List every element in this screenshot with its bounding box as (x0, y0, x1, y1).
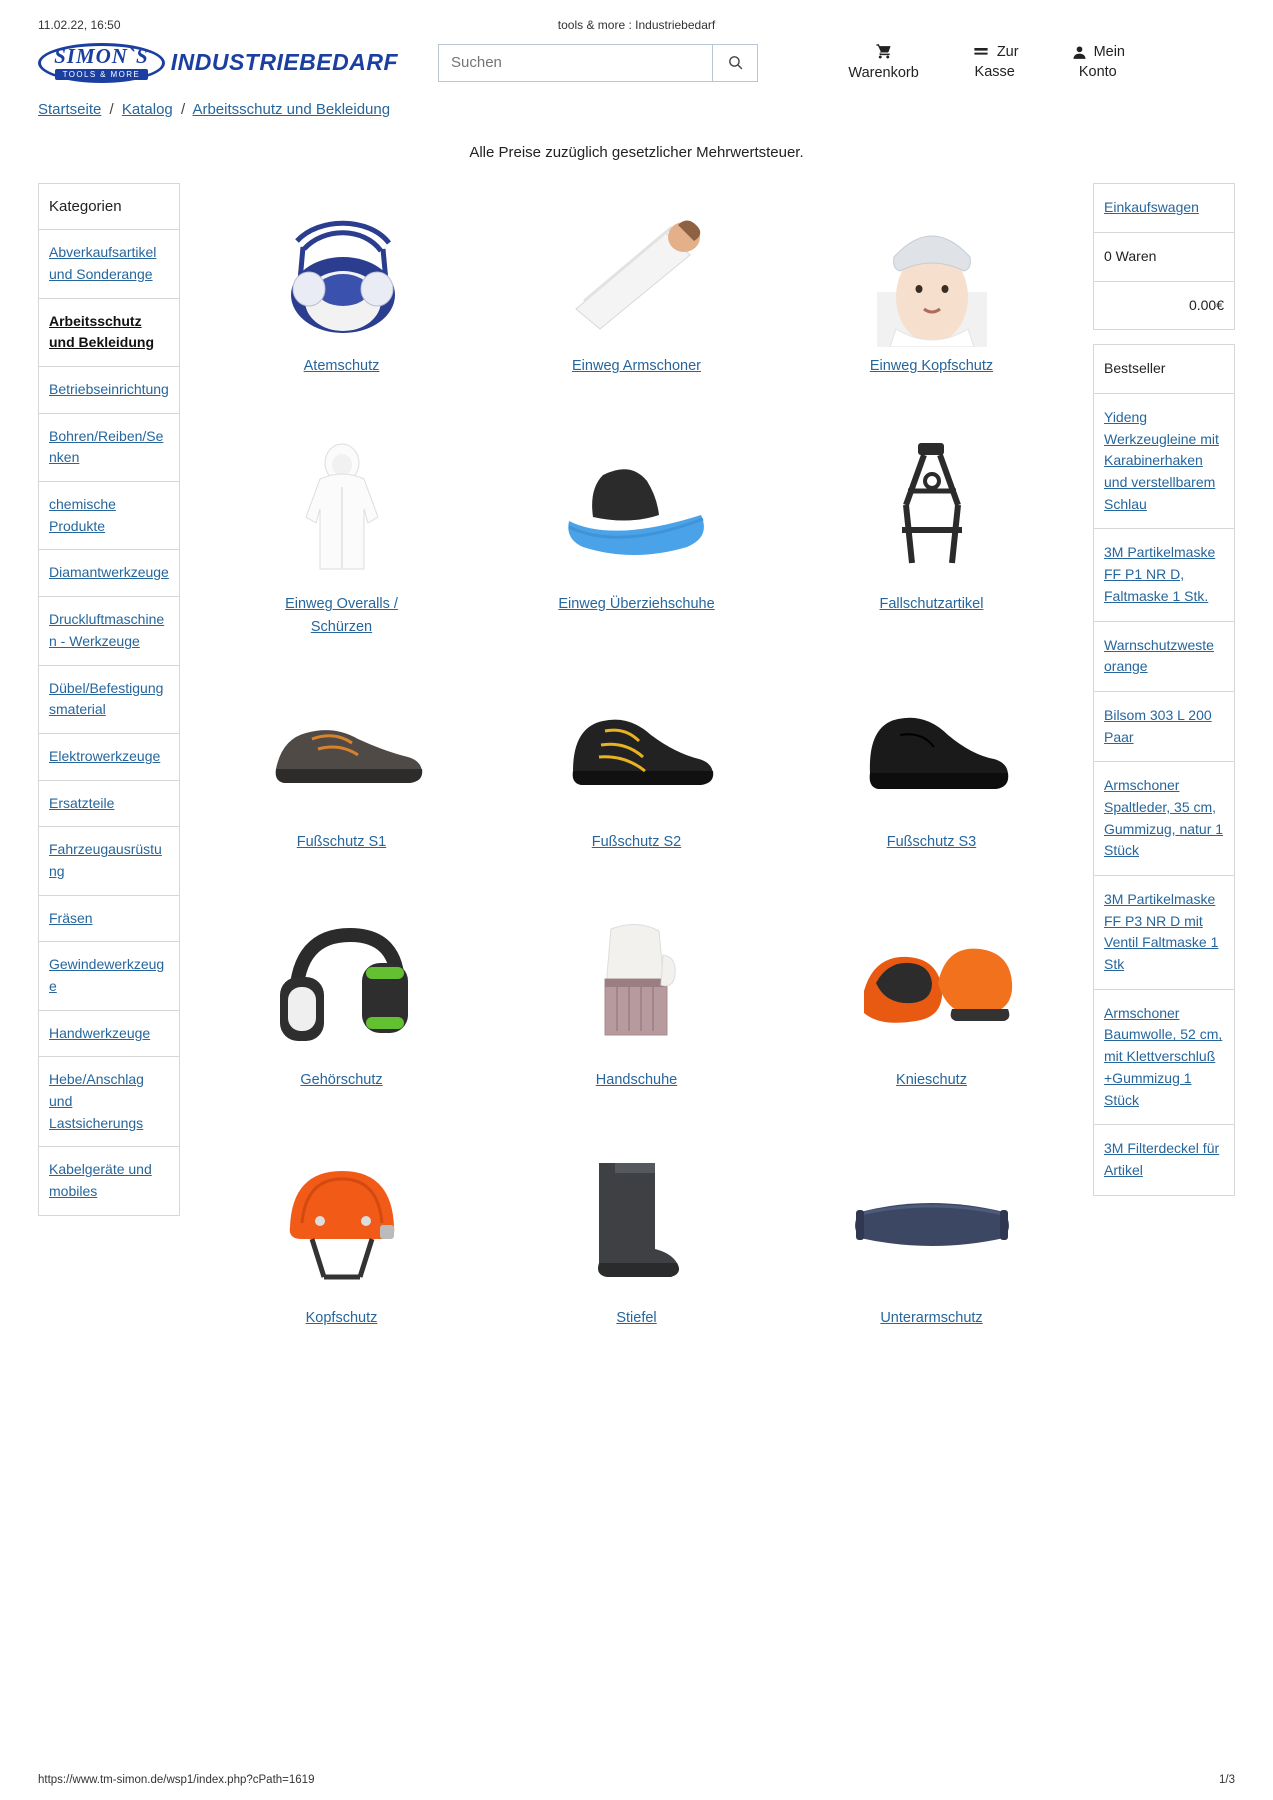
bestseller-item-5[interactable]: 3M Partikelmaske FF P3 NR D mit Ventil Faltmaske 1 Stk (1094, 876, 1234, 990)
sidebar-item-6[interactable]: Druckluftmaschinen - Werkzeuge (39, 597, 179, 665)
cart-panel-title[interactable]: Einkaufswagen (1094, 184, 1234, 233)
safety-helmet-image (262, 1149, 422, 1299)
disposable-sleeve-image (554, 197, 719, 347)
sidebar-item-4[interactable]: chemische Produkte (39, 482, 179, 550)
categories-panel (38, 183, 180, 1216)
product-card-stiefel[interactable] (489, 1143, 784, 1375)
print-footer (0, 1766, 1273, 1800)
product-label[interactable]: Fußschutz S3 (886, 834, 977, 851)
cart-total: 0.00€ (1188, 296, 1224, 313)
print-title: tools & more : Industriebedarf (557, 18, 716, 32)
product-label[interactable]: Fußschutz S2 (591, 834, 682, 851)
product-label[interactable]: Einweg Kopfschutz (869, 358, 994, 375)
fall-protection-harness-image (872, 435, 992, 585)
bestseller-item-1[interactable]: 3M Partikelmaske FF P1 NR D, Faltmaske 1 Stk. (1094, 529, 1234, 621)
knee-pads-image (842, 911, 1022, 1061)
logo-badge (38, 43, 165, 83)
bestseller-item-0[interactable]: Yideng Werkzeugleine mit Karabinerhaken und verstellbarem Schlau (1094, 394, 1234, 529)
search-icon (727, 54, 744, 71)
sidebar-item-2[interactable]: Betriebseinrichtung (39, 367, 179, 414)
sidebar-item-10[interactable]: Fahrzeugausrüstung (39, 827, 179, 895)
sidebar-item-3[interactable]: Bohren/Reiben/Senken (39, 414, 179, 482)
product-label[interactable]: Handschuhe (595, 1072, 678, 1089)
product-label[interactable]: Fußschutz S1 (296, 834, 387, 851)
sidebar (38, 183, 180, 1216)
breadcrumb-item-catalog[interactable]: Katalog (121, 101, 173, 119)
product-label[interactable]: Einweg Überziehschuhe (558, 596, 715, 613)
site-logo[interactable] (38, 43, 398, 83)
checkout-button[interactable] (971, 42, 1019, 83)
product-card-knieschutz[interactable] (784, 905, 1079, 1137)
sidebar-item-0[interactable]: Abverkaufsartikel und Sonderange (39, 230, 179, 298)
respirator-mask-image (259, 197, 424, 347)
sidebar-item-8[interactable]: Elektrowerkzeuge (39, 734, 179, 781)
cart-label: Warenkorb (848, 65, 919, 81)
product-card-einweg-kopfschutz[interactable] (784, 191, 1079, 423)
breadcrumb-separator-2: / (180, 101, 186, 119)
safety-boot-s3-image (842, 673, 1022, 823)
rubber-boots-image (567, 1149, 707, 1299)
bestseller-item-6[interactable]: Armschoner Baumwolle, 52 cm, mit Klettverschluß +Gummizug 1 Stück (1094, 990, 1234, 1125)
bestseller-item-4[interactable]: Armschoner Spaltleder, 35 cm, Gummizug, natur 1 Stück (1094, 762, 1234, 876)
product-label[interactable]: Unterarmschutz (880, 1310, 983, 1327)
disposable-overshoe-image (547, 435, 727, 585)
sidebar-item-12[interactable]: Gewindewerkzeuge (39, 942, 179, 1010)
product-card-gehoerschutz[interactable] (194, 905, 489, 1137)
product-card-fallschutzartikel[interactable] (784, 429, 1079, 661)
product-card-einweg-ueberziehschuhe[interactable] (489, 429, 784, 661)
search-button[interactable] (712, 44, 758, 82)
sidebar-item-5[interactable]: Diamantwerkzeuge (39, 550, 179, 597)
print-datetime: 11.02.22, 16:50 (38, 18, 121, 32)
product-label[interactable]: Knieschutz (896, 1072, 967, 1089)
bestseller-item-7[interactable]: 3M Filterdeckel für Artikel (1104, 1140, 1220, 1178)
account-button[interactable] (1071, 42, 1125, 83)
product-label[interactable]: Fallschutzartikel (879, 596, 984, 613)
footer-page-number: 1/3 (1219, 1774, 1235, 1786)
sidebar-item-11[interactable]: Fräsen (39, 896, 179, 943)
header-actions (848, 42, 1235, 83)
cart-panel (1093, 183, 1235, 330)
product-label[interactable]: Atemschutz (303, 358, 380, 375)
breadcrumb-separator-1: / (109, 101, 114, 119)
safety-shoe-s1-image (252, 673, 432, 823)
bestseller-item-3[interactable]: Bilsom 303 L 200 Paar (1094, 692, 1234, 762)
cart-button[interactable] (848, 42, 918, 83)
footer-url: https://www.tm-simon.de/wsp1/index.php?cPath=1619 (38, 1774, 315, 1786)
product-label[interactable]: Kopfschutz (305, 1310, 378, 1327)
sidebar-item-15[interactable]: Kabelgeräte und mobiles (49, 1161, 152, 1200)
bestseller-title: Bestseller (1094, 345, 1234, 394)
product-card-atemschutz[interactable] (194, 191, 489, 423)
bestseller-item-2[interactable]: Warnschutzweste orange (1094, 622, 1234, 692)
checkout-label-line2: Kasse (974, 64, 1015, 81)
user-icon (1071, 44, 1088, 61)
product-card-handschuhe[interactable] (489, 905, 784, 1137)
right-column (1093, 183, 1235, 1195)
product-label[interactable]: Gehörschutz (300, 1072, 383, 1089)
product-label[interactable]: Stiefel (616, 1310, 657, 1327)
sidebar-item-1[interactable]: Arbeitsschutz und Bekleidung (39, 299, 179, 367)
print-header (0, 0, 1273, 32)
sidebar-item-9[interactable]: Ersatzteile (39, 781, 179, 828)
logo-brand-line2: TOOLS & MORE (55, 69, 149, 80)
cart-icon (848, 42, 918, 60)
account-label-line2: Konto (1078, 64, 1117, 81)
product-grid (180, 191, 1093, 1375)
product-card-fussschutz-s1[interactable] (194, 667, 489, 899)
product-card-unterarmschutz[interactable] (784, 1143, 1079, 1375)
safety-shoe-s2-image (547, 673, 727, 823)
product-label[interactable]: Einweg Overalls / Schürzen (285, 596, 398, 636)
disposable-hair-cap-image (852, 197, 1012, 347)
product-label[interactable]: Einweg Armschoner (572, 358, 701, 375)
product-card-einweg-overalls[interactable] (194, 429, 489, 661)
product-card-kopfschutz[interactable] (194, 1143, 489, 1375)
search-input[interactable] (438, 44, 712, 82)
sidebar-item-7[interactable]: Dübel/Befestigungsmaterial (39, 666, 179, 734)
sidebar-item-13[interactable]: Handwerkzeuge (39, 1011, 179, 1058)
work-glove-image (567, 911, 707, 1061)
breadcrumb-item-current[interactable]: Arbeitsschutz und Bekleidung (192, 101, 391, 119)
breadcrumb-item-home[interactable]: Startseite (38, 101, 102, 119)
logo-brand-line1: SIMON`S (54, 43, 149, 68)
logo-brand-word: INDUSTRIEBEDARF (170, 49, 398, 76)
disposable-coverall-image (262, 435, 422, 585)
cart-item-count: 0 Waren (1094, 233, 1234, 282)
tax-note: Alle Preise zuzüglich gesetzlicher Mehrwertsteuer. (469, 144, 804, 162)
categories-title: Kategorien (39, 184, 179, 230)
forearm-protector-image (842, 1149, 1022, 1299)
main-layout (0, 183, 1273, 1415)
bestseller-panel (1093, 344, 1235, 1195)
breadcrumb (0, 89, 1273, 118)
account-label-line1: Mein (1093, 44, 1125, 60)
checkout-label-line1: Zur (996, 44, 1019, 60)
search-bar[interactable] (438, 44, 758, 82)
checkout-icon (971, 44, 991, 60)
site-header (0, 32, 1273, 89)
product-card-fussschutz-s2[interactable] (489, 667, 784, 899)
ear-defenders-image (262, 911, 422, 1061)
product-card-einweg-armschoner[interactable] (489, 191, 784, 423)
product-card-fussschutz-s3[interactable] (784, 667, 1079, 899)
sidebar-item-14[interactable]: Hebe/Anschlag und Lastsicherungs (39, 1057, 179, 1147)
